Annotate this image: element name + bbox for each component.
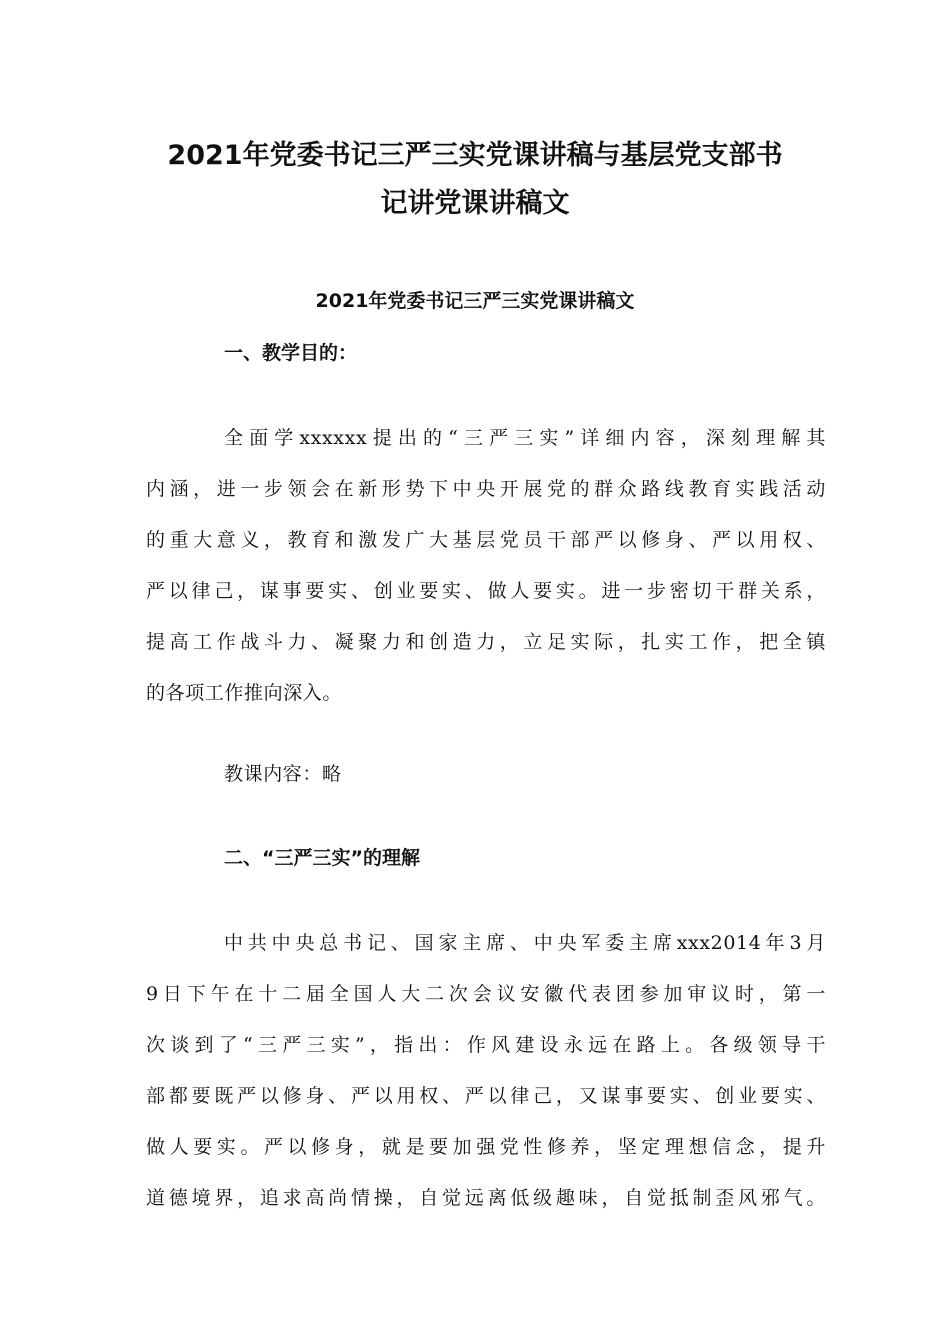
- course-content-note: 教课内容：略: [224, 763, 342, 785]
- paragraph-line: 的重大意义，教育和激发广大基层党员干部严以修身、严以用权、: [146, 529, 826, 551]
- paragraph-line: 提高工作战斗力、凝聚力和创造力，立足实际，扎实工作，把全镇: [146, 631, 826, 653]
- paragraph-line: 严以律己，谋事要实、创业要实、做人要实。进一步密切干群关系，: [146, 580, 826, 602]
- paragraph-line: 道德境界，追求高尚情操，自觉远离低级趣味，自觉抵制歪风邪气。: [146, 1187, 826, 1209]
- section-heading-understanding: 二、“三严三实”的理解: [224, 847, 420, 869]
- document-title-line-2: 记讲党课讲稿文: [380, 188, 570, 219]
- paragraph-line: 全面学xxxxxx提出的“三严三实”详细内容，深刻理解其: [224, 427, 826, 449]
- paragraph-line: 次谈到了“三严三实”，指出：作风建设永远在路上。各级领导干: [146, 1034, 826, 1056]
- paragraph-line: 部都要既严以修身、严以用权、严以律己，又谋事要实、创业要实、: [146, 1085, 826, 1107]
- paragraph-line: 中共中央总书记、国家主席、中央军委主席xxx2014年3月: [224, 932, 826, 954]
- paragraph-line: 内涵，进一步领会在新形势下中央开展党的群众路线教育实践活动: [146, 478, 826, 500]
- paragraph-line: 9日下午在十二届全国人大二次会议安徽代表团参加审议时，第一: [146, 983, 826, 1005]
- section-title: 2021年党委书记三严三实党课讲稿文: [315, 290, 635, 312]
- paragraph-line: 的各项工作推向深入。: [146, 682, 343, 704]
- paragraph-line: 做人要实。严以修身，就是要加强党性修养，坚定理想信念，提升: [146, 1136, 826, 1158]
- section-heading-teaching-purpose: 一、教学目的：: [224, 342, 358, 364]
- document-title-line-1: 2021年党委书记三严三实党课讲稿与基层党支部书: [167, 140, 783, 171]
